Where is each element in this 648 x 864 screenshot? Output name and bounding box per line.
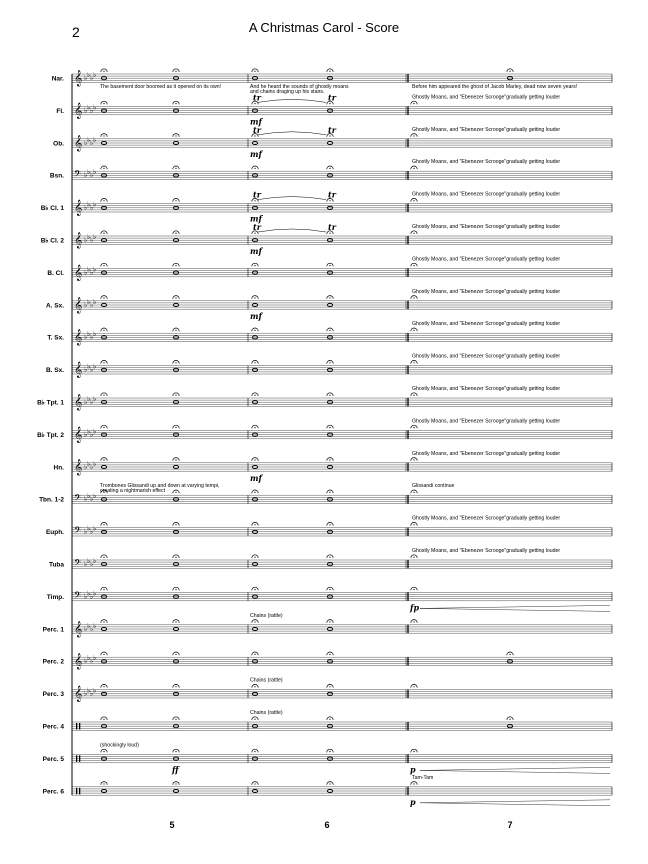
fermata-icon-dot xyxy=(175,719,176,720)
tie-slur xyxy=(258,229,326,232)
flat-icon: ♭ xyxy=(87,686,91,695)
fermata-icon-dot xyxy=(254,395,255,396)
flat-icon: ♭ xyxy=(90,560,94,568)
flat-icon: ♭ xyxy=(90,74,94,82)
percussion-clef-icon xyxy=(76,788,77,795)
flat-icon: ♭ xyxy=(90,268,94,277)
tie-slur xyxy=(258,132,326,135)
trill-mark: tr xyxy=(328,92,336,103)
fermata-icon-dot xyxy=(254,297,255,298)
fermata-icon-dot xyxy=(175,200,176,201)
fermata-icon-dot xyxy=(254,233,255,234)
flat-icon: ♭ xyxy=(87,233,91,241)
instrument-label-euph: Euph. xyxy=(45,529,64,537)
flat-icon: ♭ xyxy=(87,427,91,436)
treble-clef-icon: 𝄞 xyxy=(74,362,83,379)
fermata-icon-dot xyxy=(103,557,104,558)
bass-clef-icon: 𝄢 xyxy=(74,492,82,506)
tie-slur xyxy=(258,99,326,102)
dynamic-p: p xyxy=(410,796,416,807)
score-title: A Christmas Carol - Score xyxy=(248,20,400,35)
fermata-icon-dot xyxy=(254,103,255,104)
fermata-icon-dot xyxy=(329,783,330,784)
instrument-label-a-sx: A. Sx. xyxy=(45,302,64,310)
fermata-icon-dot xyxy=(329,233,330,234)
fermata-icon-dot xyxy=(413,686,414,687)
instrument-label-perc-3: Perc. 3 xyxy=(42,691,64,699)
flat-icon: ♭ xyxy=(90,236,94,244)
fermata-icon-dot xyxy=(329,168,330,169)
flat-icon: ♭ xyxy=(93,459,97,468)
annotation-euph: Ghostly Moans, and "Ebenezer Scrooge"gradually getting louder xyxy=(412,515,561,522)
treble-clef-icon: 𝄞 xyxy=(74,135,83,152)
flat-icon: ♭ xyxy=(93,395,97,403)
fermata-icon-dot xyxy=(329,395,330,396)
fermata-icon-dot xyxy=(254,492,255,493)
fermata-icon-dot xyxy=(413,621,414,622)
flat-icon: ♭ xyxy=(84,624,88,633)
fermata-icon-dot xyxy=(413,233,414,234)
instrument-label-bsn: Bsn. xyxy=(49,172,64,180)
fermata-icon-dot xyxy=(413,395,414,396)
annotation-b-tpt-1: Ghostly Moans, and "Ebenezer Scrooge"gradually getting louder xyxy=(412,386,561,392)
flat-icon: ♭ xyxy=(84,203,88,212)
annotation-perc-4: Chains (rattle) xyxy=(250,710,283,716)
flat-icon: ♭ xyxy=(84,236,88,244)
flat-icon: ♭ xyxy=(93,297,97,306)
instrument-label-nar: Nar. xyxy=(51,75,64,83)
bass-clef-icon: 𝄢 xyxy=(74,525,82,539)
flat-icon: ♭ xyxy=(84,333,88,342)
instrument-label-timp: Timp. xyxy=(46,593,64,601)
fermata-icon-dot xyxy=(413,265,414,266)
flat-icon: ♭ xyxy=(87,71,91,79)
annotation-tbn-1-2: Glissandi continue xyxy=(412,483,455,490)
flat-icon: ♭ xyxy=(93,686,97,695)
fermata-icon-dot xyxy=(413,330,414,331)
fermata-icon-dot xyxy=(329,427,330,428)
trill-mark: tr xyxy=(253,92,261,103)
instrument-label-tbn-1-2: Tbn. 1-2 xyxy=(39,496,64,504)
flat-icon: ♭ xyxy=(90,106,94,115)
flat-icon: ♭ xyxy=(87,395,91,403)
fermata-icon-dot xyxy=(413,524,414,525)
dynamic-p: p xyxy=(410,764,416,775)
fermata-icon-dot xyxy=(329,297,330,298)
percussion-clef-icon xyxy=(79,788,80,795)
flat-icon: ♭ xyxy=(93,200,97,209)
instrument-label-perc-2: Perc. 2 xyxy=(42,658,64,666)
fermata-icon-dot xyxy=(103,719,104,720)
fermata-icon-dot xyxy=(254,783,255,784)
instrument-label-b-tpt-1: B♭ Tpt. 1 xyxy=(37,399,64,407)
fermata-icon-dot xyxy=(103,686,104,687)
fermata-icon-dot xyxy=(509,71,510,72)
instrument-label-perc-1: Perc. 1 xyxy=(42,626,64,634)
annotation-b-cl-1: Ghostly Moans, and "Ebenezer Scrooge"gradually getting louder xyxy=(412,191,561,198)
measure-number: 6 xyxy=(324,820,330,830)
annotation-perc-1: Chains (rattle) xyxy=(250,612,283,619)
treble-clef-icon: 𝄞 xyxy=(74,102,83,119)
crescendo-hairpin xyxy=(420,605,610,611)
fermata-icon-dot xyxy=(509,719,510,720)
fermata-icon-dot xyxy=(175,783,176,784)
treble-clef-icon: 𝄞 xyxy=(74,459,83,476)
annotation-nar: Before him appeared the ghost of Jacob Marley, dead now seven years! xyxy=(412,84,578,90)
fermata-icon-dot xyxy=(103,459,104,460)
fermata-icon-dot xyxy=(329,654,330,655)
fermata-icon-dot xyxy=(175,686,176,687)
instrument-label-b-tpt-2: B♭ Tpt. 2 xyxy=(37,431,64,439)
fermata-icon-dot xyxy=(413,200,414,201)
flat-icon: ♭ xyxy=(93,265,97,274)
fermata-icon-dot xyxy=(175,265,176,266)
fermata-icon-dot xyxy=(254,524,255,525)
percussion-clef-icon xyxy=(79,723,80,730)
flat-icon: ♭ xyxy=(84,365,88,374)
fermata-icon-dot xyxy=(254,168,255,169)
trill-mark: tr xyxy=(253,189,261,200)
flat-icon: ♭ xyxy=(84,106,88,115)
fermata-icon-dot xyxy=(103,362,104,363)
flat-icon: ♭ xyxy=(93,621,97,630)
flat-icon: ♭ xyxy=(93,524,97,533)
fermata-icon-dot xyxy=(103,265,104,266)
fermata-icon-dot xyxy=(175,362,176,363)
dynamic-ff: ff xyxy=(172,764,179,775)
fermata-icon-dot xyxy=(103,135,104,136)
fermata-icon-dot xyxy=(413,492,414,493)
annotation-tbn-1-2: Trombones Glissandi up and down at varying tempi, xyxy=(100,483,220,490)
annotation-nar: And he heard the sounds of ghostly moans xyxy=(250,84,349,90)
annotation-b-sx: Ghostly Moans, and "Ebenezer Scrooge"gradually getting louder xyxy=(412,353,561,360)
fermata-icon-dot xyxy=(413,589,414,590)
flat-icon: ♭ xyxy=(84,268,88,277)
fermata-icon-dot xyxy=(103,427,104,428)
tie-slur xyxy=(258,197,326,200)
treble-clef-icon: 𝄞 xyxy=(74,621,83,638)
fermata-icon-dot xyxy=(509,654,510,655)
fermata-icon-dot xyxy=(103,168,104,169)
flat-icon: ♭ xyxy=(93,492,97,501)
fermata-icon-dot xyxy=(413,783,414,784)
annotation-nar: The basement door boomed as it opened on its own! xyxy=(100,84,222,90)
flat-icon: ♭ xyxy=(93,427,97,436)
flat-icon: ♭ xyxy=(90,495,94,504)
fermata-icon-dot xyxy=(254,654,255,655)
dynamic-mf: mf xyxy=(250,472,262,483)
fermata-icon-dot xyxy=(254,330,255,331)
fermata-icon-dot xyxy=(329,265,330,266)
flat-icon: ♭ xyxy=(87,589,91,598)
flat-icon: ♭ xyxy=(87,492,91,501)
trill-mark: tr xyxy=(328,189,336,200)
flat-icon: ♭ xyxy=(84,657,88,666)
fermata-icon-dot xyxy=(329,330,330,331)
fermata-icon-dot xyxy=(329,621,330,622)
flat-icon: ♭ xyxy=(90,462,94,471)
fermata-icon-dot xyxy=(329,459,330,460)
fermata-icon-dot xyxy=(103,395,104,396)
flat-icon: ♭ xyxy=(87,265,91,274)
trill-mark: tr xyxy=(253,124,261,135)
annotation-hn: Ghostly Moans, and "Ebenezer Scrooge"gradually getting louder xyxy=(412,450,561,457)
instrument-label-perc-5: Perc. 5 xyxy=(42,755,64,763)
flat-icon: ♭ xyxy=(93,135,97,144)
treble-clef-icon: 𝄞 xyxy=(74,200,83,217)
flat-icon: ♭ xyxy=(90,430,94,439)
flat-icon: ♭ xyxy=(90,592,94,601)
fermata-icon-dot xyxy=(413,103,414,104)
fermata-icon-dot xyxy=(103,71,104,72)
fermata-icon-dot xyxy=(254,719,255,720)
flat-icon: ♭ xyxy=(93,362,97,371)
fermata-icon-dot xyxy=(175,654,176,655)
fermata-icon-dot xyxy=(329,200,330,201)
flat-icon: ♭ xyxy=(87,362,91,371)
dynamic-mf: mf xyxy=(250,246,262,256)
fermata-icon-dot xyxy=(254,71,255,72)
flat-icon: ♭ xyxy=(93,233,97,241)
fermata-icon-dot xyxy=(413,297,414,298)
fermata-icon-dot xyxy=(329,492,330,493)
fermata-icon-dot xyxy=(103,200,104,201)
fermata-icon-dot xyxy=(254,135,255,136)
flat-icon: ♭ xyxy=(87,168,91,177)
flat-icon: ♭ xyxy=(84,592,88,601)
instrument-label-ob: Ob. xyxy=(53,140,64,148)
treble-clef-icon: 𝄞 xyxy=(74,297,83,314)
fermata-icon-dot xyxy=(413,751,414,752)
fermata-icon-dot xyxy=(175,621,176,622)
fermata-icon-dot xyxy=(175,492,176,493)
fermata-icon-dot xyxy=(103,751,104,752)
fermata-icon-dot xyxy=(254,265,255,266)
flat-icon: ♭ xyxy=(93,103,97,112)
fermata-icon-dot xyxy=(254,459,255,460)
annotation-b-tpt-2: Ghostly Moans, and "Ebenezer Scrooge"gradually getting louder xyxy=(412,418,561,425)
flat-icon: ♭ xyxy=(90,138,94,147)
flat-icon: ♭ xyxy=(93,557,97,565)
fermata-icon-dot xyxy=(329,524,330,525)
fermata-icon-dot xyxy=(175,330,176,331)
annotation-b-cl-2: Ghostly Moans, and "Ebenezer Scrooge"gradually getting louder xyxy=(412,224,561,230)
flat-icon: ♭ xyxy=(84,560,88,568)
fermata-icon-dot xyxy=(175,427,176,428)
fermata-icon-dot xyxy=(103,589,104,590)
treble-clef-icon: 𝄞 xyxy=(74,70,83,87)
bass-clef-icon: 𝄢 xyxy=(74,557,82,571)
flat-icon: ♭ xyxy=(90,171,94,180)
measure-number: 5 xyxy=(169,820,175,830)
annotation-b-cl: Ghostly Moans, and "Ebenezer Scrooge"gradually getting louder xyxy=(412,256,561,263)
fermata-icon-dot xyxy=(175,71,176,72)
fermata-icon-dot xyxy=(413,135,414,136)
fermata-icon-dot xyxy=(254,427,255,428)
fermata-icon-dot xyxy=(175,395,176,396)
flat-icon: ♭ xyxy=(87,330,91,339)
flat-icon: ♭ xyxy=(87,654,91,663)
annotation-tbn-1-2: creating a nightmarish effect xyxy=(100,488,166,495)
flat-icon: ♭ xyxy=(84,300,88,309)
fermata-icon-dot xyxy=(175,103,176,104)
treble-clef-icon: 𝄞 xyxy=(74,426,83,443)
fermata-icon-dot xyxy=(329,686,330,687)
fermata-icon-dot xyxy=(103,297,104,298)
flat-icon: ♭ xyxy=(84,398,88,406)
fermata-icon-dot xyxy=(175,524,176,525)
treble-clef-icon: 𝄞 xyxy=(74,394,83,411)
fermata-icon-dot xyxy=(103,524,104,525)
page-number: 2 xyxy=(72,24,80,40)
annotation-ob: Ghostly Moans, and "Ebenezer Scrooge"gradually getting louder xyxy=(412,126,561,133)
fermata-icon-dot xyxy=(254,686,255,687)
flat-icon: ♭ xyxy=(93,71,97,79)
fermata-icon-dot xyxy=(103,621,104,622)
dynamic-mf: mf xyxy=(250,213,262,224)
bass-clef-icon: 𝄢 xyxy=(74,168,82,182)
fermata-icon-dot xyxy=(175,135,176,136)
fermata-icon-dot xyxy=(175,297,176,298)
crescendo-hairpin xyxy=(420,767,610,773)
annotation-t-sx: Ghostly Moans, and "Ebenezer Scrooge"gradually getting louder xyxy=(412,321,561,328)
flat-icon: ♭ xyxy=(93,589,97,598)
percussion-clef-icon xyxy=(79,755,80,762)
flat-icon: ♭ xyxy=(90,203,94,212)
treble-clef-icon: 𝄞 xyxy=(74,329,83,346)
flat-icon: ♭ xyxy=(93,168,97,177)
annotation-bsn: Ghostly Moans, and "Ebenezer Scrooge"gradually getting louder xyxy=(412,159,561,166)
annotation-perc-6: Tam-Tam xyxy=(412,774,434,781)
bass-clef-icon: 𝄢 xyxy=(74,589,82,603)
fermata-icon-dot xyxy=(329,135,330,136)
fermata-icon-dot xyxy=(175,589,176,590)
fermata-icon-dot xyxy=(175,557,176,558)
flat-icon: ♭ xyxy=(84,495,88,504)
fermata-icon-dot xyxy=(103,233,104,234)
fermata-icon-dot xyxy=(413,362,414,363)
instrument-label-perc-6: Perc. 6 xyxy=(42,788,64,796)
flat-icon: ♭ xyxy=(84,462,88,471)
flat-icon: ♭ xyxy=(90,398,94,406)
dynamic-mf: mf xyxy=(250,310,262,321)
fermata-icon-dot xyxy=(103,330,104,331)
fermata-icon-dot xyxy=(103,103,104,104)
flat-icon: ♭ xyxy=(87,557,91,565)
instrument-label-b-cl-1: B♭ Cl. 1 xyxy=(40,205,64,213)
flat-icon: ♭ xyxy=(87,621,91,630)
trill-mark: tr xyxy=(328,124,336,135)
instrument-label-b-cl: B. Cl. xyxy=(47,269,64,277)
flat-icon: ♭ xyxy=(84,138,88,147)
annotation-fl: Ghostly Moans, and "Ebenezer Scrooge"gradually getting louder xyxy=(412,94,561,101)
dynamic-mf: mf xyxy=(250,116,262,127)
trill-mark: tr xyxy=(253,222,261,232)
treble-clef-icon: 𝄞 xyxy=(74,686,83,703)
fermata-icon-dot xyxy=(413,427,414,428)
flat-icon: ♭ xyxy=(87,524,91,533)
instrument-label-fl: Fl. xyxy=(56,107,64,115)
instrument-label-b-cl-2: B♭ Cl. 2 xyxy=(40,237,64,245)
instrument-label-perc-4: Perc. 4 xyxy=(42,723,64,731)
flat-icon: ♭ xyxy=(90,365,94,374)
fermata-icon-dot xyxy=(254,557,255,558)
dynamic-fp: fp xyxy=(410,602,420,613)
instrument-label-b-sx: B. Sx. xyxy=(45,367,64,375)
fermata-icon-dot xyxy=(175,459,176,460)
annotation-a-sx: Ghostly Moans, and "Ebenezer Scrooge"gradually getting louder xyxy=(412,288,561,295)
flat-icon: ♭ xyxy=(84,171,88,180)
flat-icon: ♭ xyxy=(93,654,97,663)
dynamic-mf: mf xyxy=(250,148,262,159)
flat-icon: ♭ xyxy=(84,74,88,82)
treble-clef-icon: 𝄞 xyxy=(74,232,83,249)
annotation-perc-5: (shockingly loud) xyxy=(100,742,139,749)
fermata-icon-dot xyxy=(254,200,255,201)
flat-icon: ♭ xyxy=(87,135,91,144)
flat-icon: ♭ xyxy=(90,657,94,666)
flat-icon: ♭ xyxy=(84,527,88,536)
flat-icon: ♭ xyxy=(87,103,91,112)
flat-icon: ♭ xyxy=(87,297,91,306)
fermata-icon-dot xyxy=(175,751,176,752)
fermata-icon-dot xyxy=(413,168,414,169)
flat-icon: ♭ xyxy=(90,333,94,342)
crescendo-hairpin xyxy=(420,800,610,806)
treble-clef-icon: 𝄞 xyxy=(74,653,83,670)
fermata-icon-dot xyxy=(254,751,255,752)
flat-icon: ♭ xyxy=(84,689,88,698)
instrument-label-t-sx: T. Sx. xyxy=(47,334,64,342)
fermata-icon-dot xyxy=(103,654,104,655)
fermata-icon-dot xyxy=(413,557,414,558)
annotation-nar: and chains draging up his stairs. xyxy=(250,89,325,95)
flat-icon: ♭ xyxy=(90,689,94,698)
flat-icon: ♭ xyxy=(90,527,94,536)
treble-clef-icon: 𝄞 xyxy=(74,264,83,281)
fermata-icon-dot xyxy=(254,589,255,590)
flat-icon: ♭ xyxy=(87,200,91,209)
fermata-icon-dot xyxy=(329,103,330,104)
fermata-icon-dot xyxy=(254,621,255,622)
flat-icon: ♭ xyxy=(84,430,88,439)
fermata-icon-dot xyxy=(329,719,330,720)
measure-number: 7 xyxy=(507,820,513,830)
fermata-icon-dot xyxy=(329,557,330,558)
flat-icon: ♭ xyxy=(90,624,94,633)
trill-mark: tr xyxy=(328,222,336,232)
fermata-icon-dot xyxy=(329,71,330,72)
annotation-tuba: Ghostly Moans, and "Ebenezer Scrooge"gradually getting louder xyxy=(412,548,561,554)
flat-icon: ♭ xyxy=(87,459,91,468)
fermata-icon-dot xyxy=(329,589,330,590)
fermata-icon-dot xyxy=(329,751,330,752)
fermata-icon-dot xyxy=(413,459,414,460)
instrument-label-tuba: Tuba xyxy=(48,561,64,569)
fermata-icon-dot xyxy=(175,168,176,169)
fermata-icon-dot xyxy=(103,783,104,784)
annotation-perc-3: Chains (rattle) xyxy=(250,677,283,684)
instrument-label-hn: Hn. xyxy=(53,464,64,472)
percussion-clef-icon xyxy=(76,723,77,730)
percussion-clef-icon xyxy=(76,755,77,762)
fermata-icon-dot xyxy=(254,362,255,363)
fermata-icon-dot xyxy=(175,233,176,234)
flat-icon: ♭ xyxy=(90,300,94,309)
flat-icon: ♭ xyxy=(93,330,97,339)
fermata-icon-dot xyxy=(329,362,330,363)
